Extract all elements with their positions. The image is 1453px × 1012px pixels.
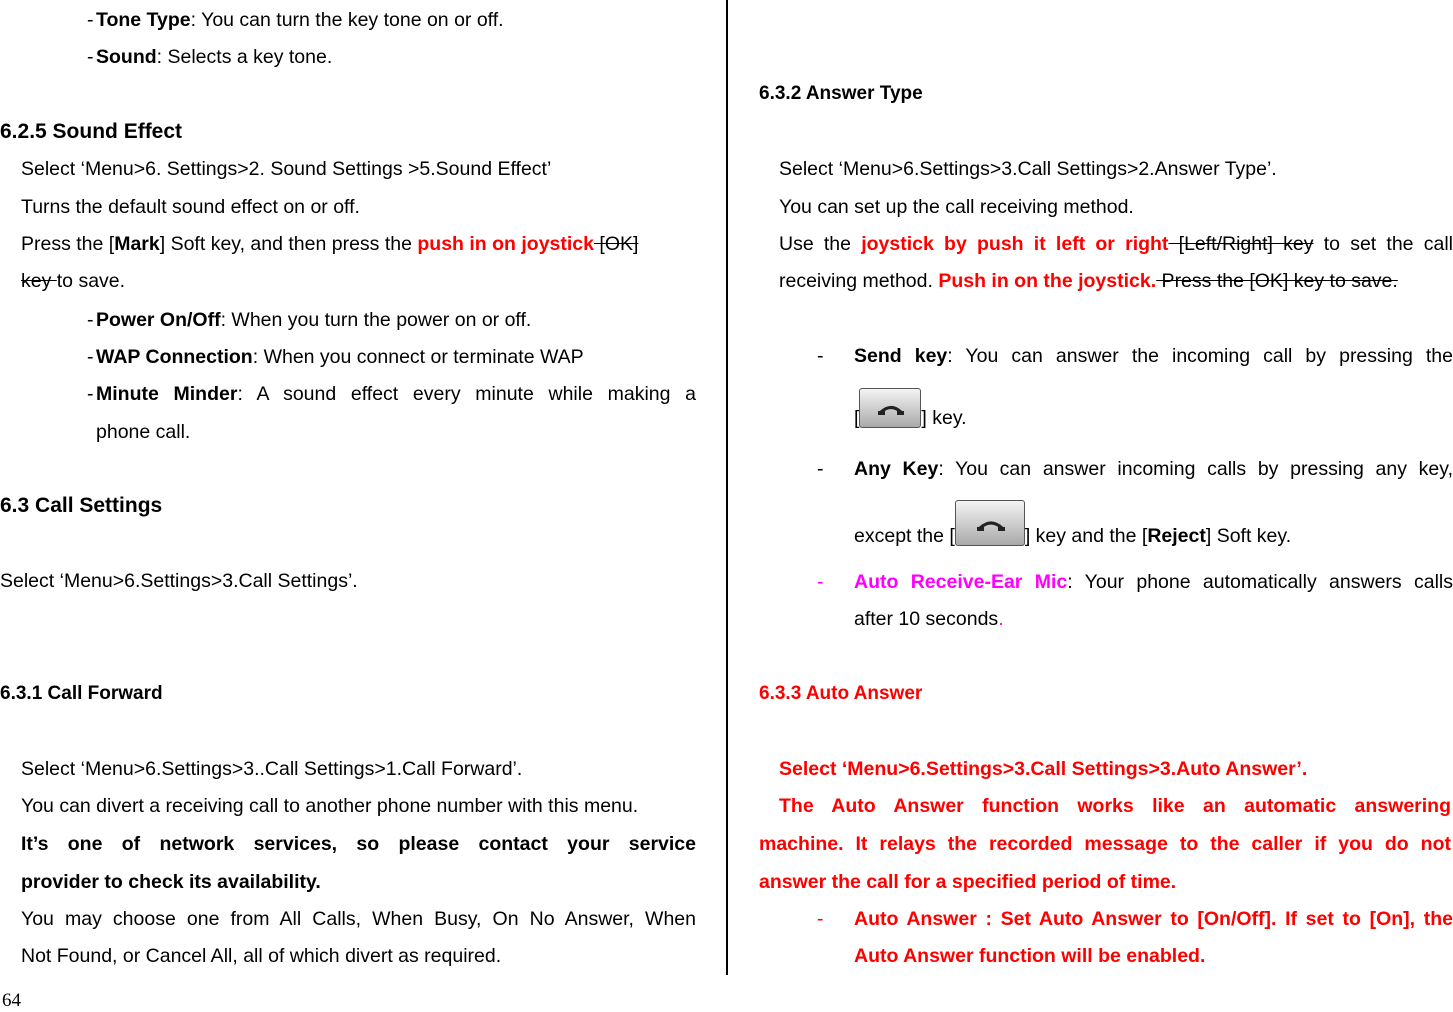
bullet: - — [817, 458, 824, 480]
bullet: - — [817, 571, 824, 593]
wap-item: WAP Connection: When you connect or terminate WAP — [96, 346, 584, 368]
auto-answer-item-cont: Auto Answer function will be enabled. — [854, 945, 1206, 967]
paragraph: Select ‘Menu>6.Settings>3.Call Settings’. — [0, 570, 358, 592]
bullet: - — [87, 9, 94, 31]
auto-receive-item: Auto Receive-Ear Mic: Your phone automatically answers calls — [854, 571, 1453, 593]
bullet: - — [817, 908, 824, 930]
auto-receive-item-cont: after 10 seconds. — [854, 608, 1004, 630]
paragraph: Select ‘Menu>6.Settings>3.Call Settings>2.Answer Type’. — [779, 158, 1277, 180]
paragraph: Select ‘Menu>6. Settings>2. Sound Settings >5.Sound Effect’ — [21, 158, 552, 180]
send-key-item-cont: [ ] key. — [854, 388, 967, 439]
paragraph: You may choose one from All Calls, When Busy, On No Answer, When — [21, 908, 696, 930]
tone-type-item: Tone Type: You can turn the key tone on or off. — [96, 9, 504, 31]
paragraph: receiving method. Push in on the joystick. Press the [OK] key to save. — [779, 270, 1398, 292]
section-heading-6-3-1: 6.3.1 Call Forward — [0, 683, 163, 704]
paragraph-bold: provider to check its availability. — [21, 871, 321, 893]
minute-item-cont: phone call. — [96, 421, 191, 443]
column-divider — [726, 0, 728, 975]
paragraph: Select ‘Menu>6.Settings>3..Call Settings>1.Call Forward’. — [21, 758, 523, 780]
section-heading-6-3-3: 6.3.3 Auto Answer — [759, 683, 923, 704]
paragraph-red: machine. It relays the recorded message to the caller if you do not — [759, 833, 1451, 855]
bullet: - — [87, 346, 94, 368]
send-key-item: Send key: You can answer the incoming call by pressing the — [854, 345, 1453, 367]
paragraph-red: Select ‘Menu>6.Settings>3.Call Settings>3.Auto Answer’. — [779, 758, 1308, 780]
power-item: Power On/Off: When you turn the power on or off. — [96, 309, 532, 331]
any-key-item-cont: except the [ ] key and the [Reject] Soft key. — [854, 500, 1291, 560]
send-key-icon — [859, 388, 921, 428]
bullet: - — [87, 383, 94, 405]
paragraph-bold: It’s one of network services, so please contact your service — [21, 833, 696, 855]
section-heading-6-3: 6.3 Call Settings — [0, 494, 163, 517]
section-heading-6-2-5: 6.2.5 Sound Effect — [0, 120, 183, 143]
auto-answer-item: Auto Answer : Set Auto Answer to [On/Off]. If set to [On], the — [854, 908, 1453, 930]
paragraph: Not Found, or Cancel All, all of which divert as required. — [21, 945, 502, 967]
page-number: 64 — [2, 990, 21, 1011]
paragraph: Use the joystick by push it left or right [Left/Right] key to set the call — [779, 233, 1453, 255]
paragraph-red: The Auto Answer function works like an automatic answering — [779, 795, 1451, 817]
bullet: - — [817, 345, 824, 367]
send-key-icon — [955, 500, 1025, 546]
paragraph: You can set up the call receiving method. — [779, 196, 1134, 218]
paragraph: Press the [Mark] Soft key, and then press the push in on joystick [OK] — [21, 233, 639, 255]
section-heading-6-3-2: 6.3.2 Answer Type — [759, 83, 923, 104]
minute-item: Minute Minder: A sound effect every minute while making a — [96, 383, 696, 405]
bullet: - — [87, 309, 94, 331]
bullet: - — [87, 46, 94, 68]
paragraph: Turns the default sound effect on or off. — [21, 196, 360, 218]
any-key-item: Any Key: You can answer incoming calls by pressing any key, — [854, 458, 1453, 480]
sound-item: Sound: Selects a key tone. — [96, 46, 333, 68]
paragraph: You can divert a receiving call to another phone number with this menu. — [21, 795, 639, 817]
paragraph-red: answer the call for a specified period of time. — [759, 871, 1177, 893]
paragraph: key to save. — [21, 270, 126, 292]
